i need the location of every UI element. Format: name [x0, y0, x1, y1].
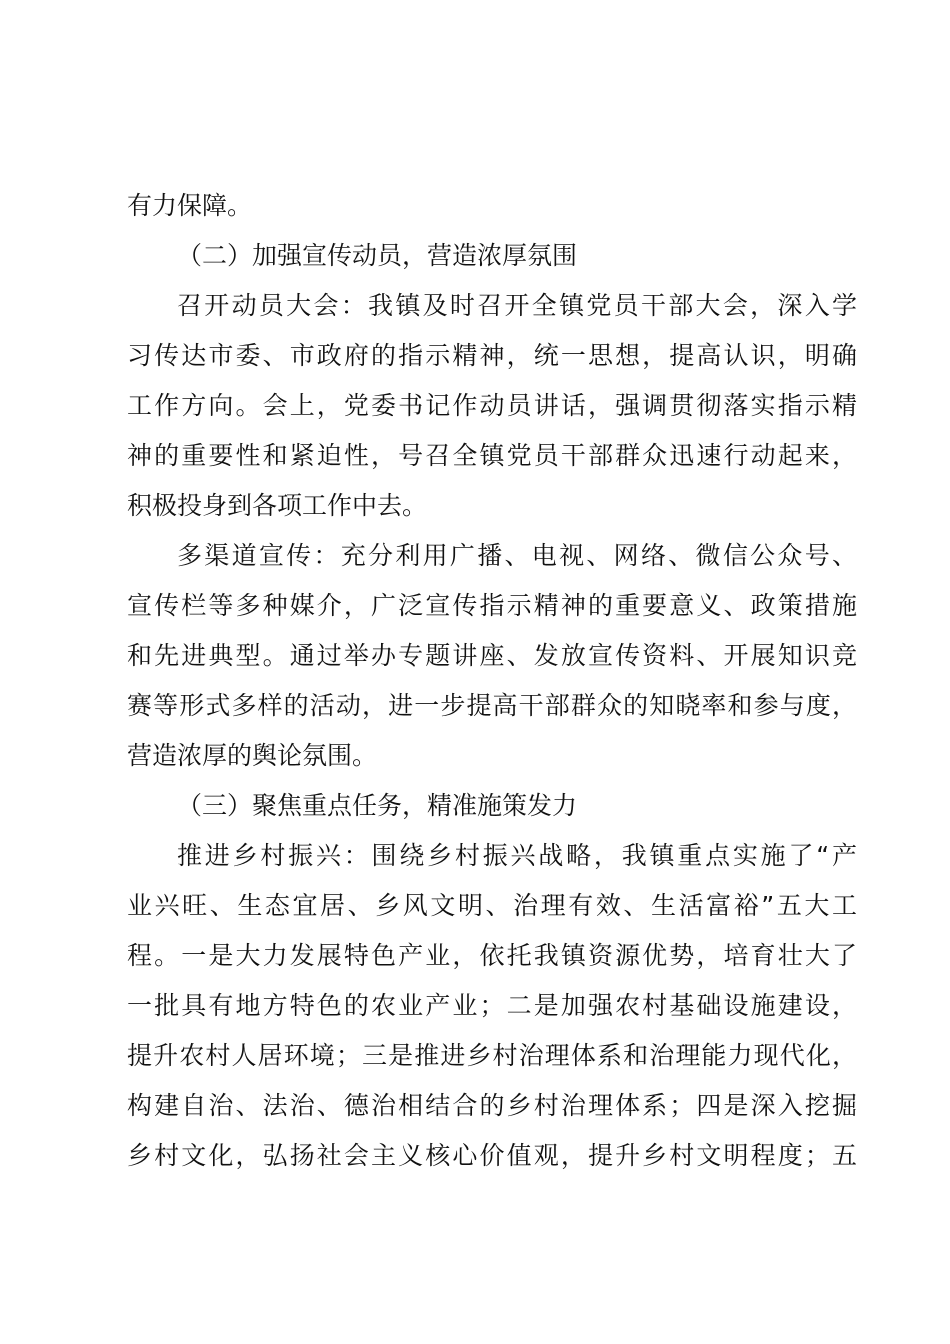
text-line: 程。一是大力发展特色产业，依托我镇资源优势，培育壮大了: [127, 941, 857, 970]
text-line: 一批具有地方特色的农业产业；二是加强农村基础设施建设，: [127, 991, 857, 1020]
section-heading: （三）聚焦重点任务，精准施策发力: [177, 791, 578, 820]
text-line: 工作方向。会上，党委书记作动员讲话，强调贯彻落实指示精: [127, 391, 857, 420]
section-heading: （二）加强宣传动员，营造浓厚氛围: [177, 241, 578, 270]
text-line: 多渠道宣传：充分利用广播、电视、网络、微信公众号、: [177, 541, 857, 570]
text-line: 积极投身到各项工作中去。: [127, 491, 428, 520]
text-line: 业兴旺、生态宜居、乡风文明、治理有效、生活富裕”五大工: [127, 891, 857, 920]
text-line: 提升农村人居环境；三是推进乡村治理体系和治理能力现代化，: [127, 1041, 857, 1070]
text-line: 赛等形式多样的活动，进一步提高干部群众的知晓率和参与度，: [127, 691, 857, 720]
text-line: 推进乡村振兴：围绕乡村振兴战略，我镇重点实施了“产: [177, 841, 857, 870]
document-body: [127, 181, 857, 1181]
text-line: 宣传栏等多种媒介，广泛宣传指示精神的重要意义、政策措施: [127, 591, 857, 620]
text-line: 召开动员大会：我镇及时召开全镇党员干部大会，深入学: [177, 291, 857, 320]
text-line: 营造浓厚的舆论氛围。: [127, 741, 378, 770]
text-line: 和先进典型。通过举办专题讲座、发放宣传资料、开展知识竞: [127, 641, 857, 670]
text-line: 构建自治、法治、德治相结合的乡村治理体系；四是深入挖掘: [127, 1091, 857, 1120]
text-line: 习传达市委、市政府的指示精神，统一思想，提高认识，明确: [127, 341, 857, 370]
text-line: 有力保障。: [127, 191, 253, 220]
text-line: 神的重要性和紧迫性，号召全镇党员干部群众迅速行动起来，: [127, 441, 857, 470]
text-line: 乡村文化，弘扬社会主义核心价值观，提升乡村文明程度；五: [127, 1141, 857, 1170]
